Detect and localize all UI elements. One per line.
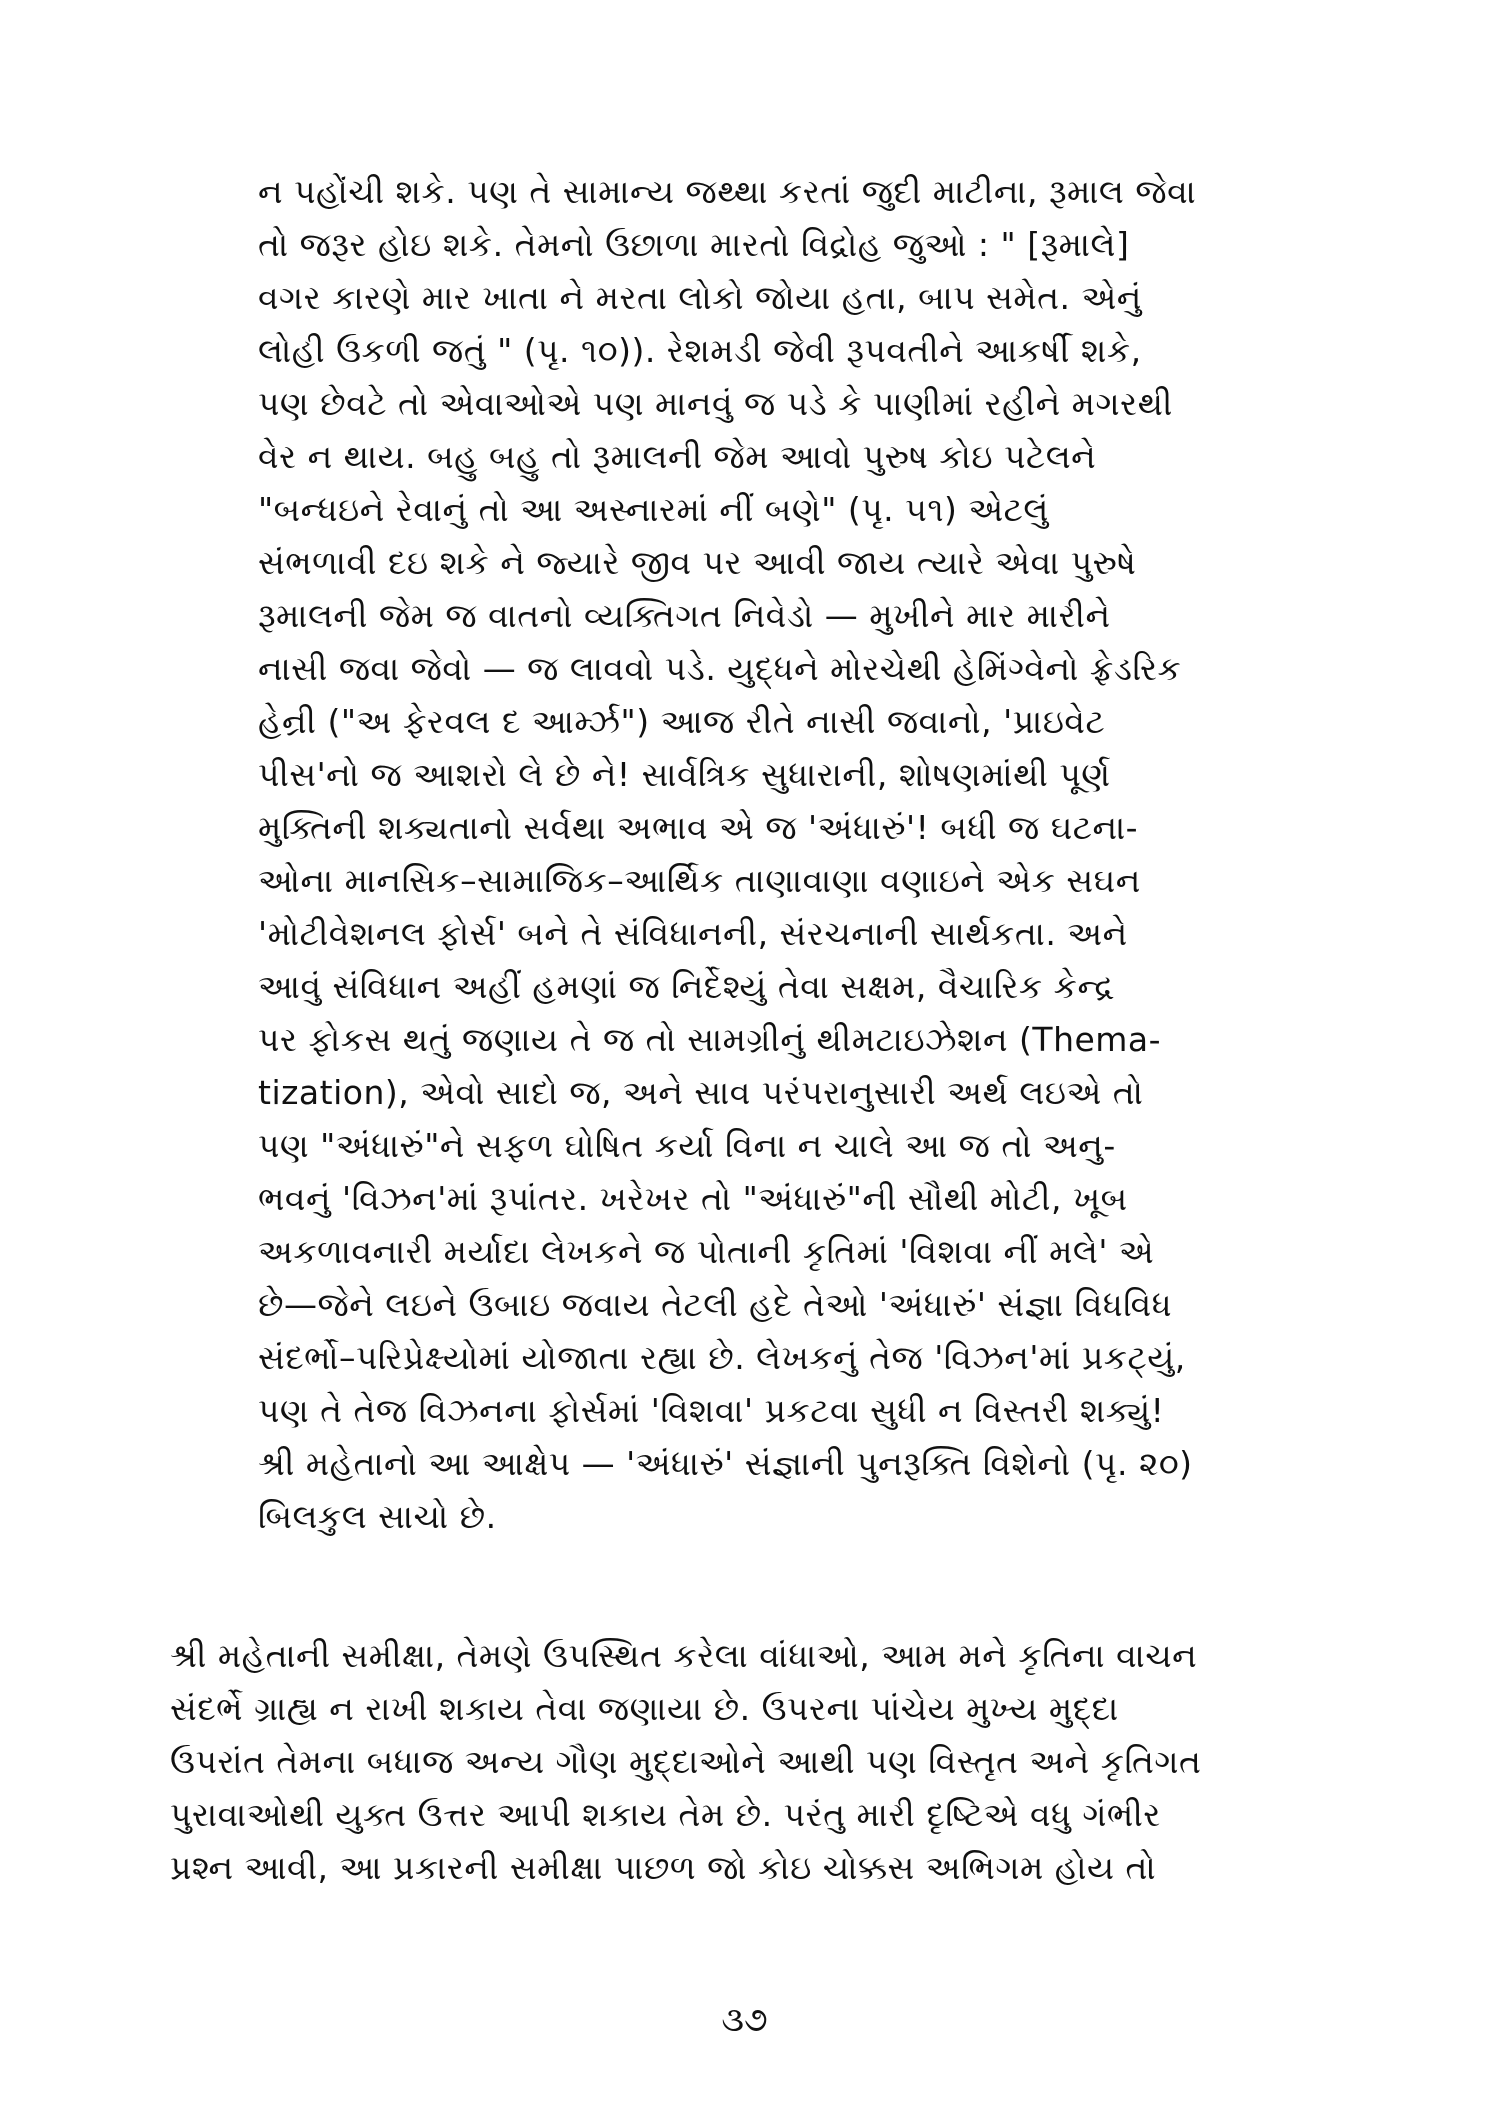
quote-line: tization), એવો સાદો જ, અને સાવ પરંપરાનુસારી અર્થ લઇએ તો: [258, 1073, 1144, 1112]
body-line: પ્રશ્ન આવી, આ પ્રકારની સમીક્ષા પાછળ જો કોઇ ચોક્કસ અભિગમ હોય તો: [170, 1848, 1157, 1887]
quote-line: 'મોટીવેશનલ ફોર્સ' બને તે સંવિધાનની, સંરચનાની સાર્થકતા. અને: [258, 914, 1128, 953]
quote-line: સંભળાવી દઇ શકે ને જ્યારે જીવ પર આવી જાય ત્યારે એવા પુરુષે: [258, 543, 1137, 582]
quote-line: ભવનું 'વિઝન'માં રૂપાંતર. ખરેખર તો "અંધારું"ની સૌથી મોટી, ખૂબ: [258, 1179, 1128, 1218]
quote-line: શ્રી મહેતાનો આ આક્ષેપ — 'અંધારું' સંજ્ઞાની પુનરૂક્તિ વિશેનો (પૃ. ૨૦): [258, 1444, 1193, 1483]
quote-line: "બન્ધઇને રેવાનું તો આ અસ્નારમાં નીં બણે" (પૃ. ૫૧) એટલું: [258, 490, 1049, 529]
quote-line: મુક્તિની શક્યતાનો સર્વથા અભાવ એ જ 'અંધારું'! બધી જ ઘટના-: [258, 808, 1139, 847]
quote-line: તો જરૂર હોઇ શકે. તેમનો ઉછાળા મારતો વિદ્રોહ જુઓ : " [રૂમાલે]: [258, 225, 1130, 264]
quote-line: રૂમાલની જેમ જ વાતનો વ્યક્તિગત નિવેડો — મુખીને માર મારીને: [258, 596, 1111, 635]
quote-line: વગર કારણે માર ખાતા ને મરતા લોકો જોયા હતા, બાપ સમેત. એનું: [258, 278, 1142, 317]
quote-line: ઓના માનસિક–સામાજિક–આર્થિક તાણાવાણા વણાઇને એક સઘન: [258, 861, 1141, 900]
body-line: ઉપરાંત તેમના બધાજ અન્ય ગૌણ મુદ્દાઓને આથી પણ વિસ્તૃત અને કૃતિગત: [170, 1742, 1202, 1781]
quote-line: વેર ન થાય. બહુ બહુ તો રૂમાલની જેમ આવો પુરુષ કોઇ પટેલને: [258, 437, 1097, 476]
page-number: ૩૭: [721, 2000, 768, 2040]
body-line: પુરાવાઓથી યુક્ત ઉત્તર આપી શકાય તેમ છે. પરંતુ મારી દૃષ્ટિએ વધુ ગંભીર: [170, 1795, 1161, 1834]
quote-line: પીસ'નો જ આશરો લે છે ને! સાર્વત્રિક સુધારાની, શોષણમાંથી પૂર્ણ: [258, 755, 1111, 794]
quote-line: ન પહોંચી શકે. પણ તે સામાન્ય જથ્થા કરતાં જુદી માટીના, રૂમાલ જેવા: [258, 172, 1197, 211]
quote-line: અકળાવનારી મર્યાદા લેખકને જ પોતાની કૃતિમાં 'વિશવા નીં મલે' એ: [258, 1232, 1155, 1271]
quote-line: પણ તે તેજ વિઝનના ફોર્સમાં 'વિશવા' પ્રકટવા સુધી ન વિસ્તરી શક્યું!: [258, 1391, 1165, 1430]
quote-line: હેન્રી ("અ ફેરવલ દ આર્મ્ઝ") આજ રીતે નાસી જવાનો, 'પ્રાઇવેટ: [258, 702, 1106, 741]
body-line: શ્રી મહેતાની સમીક્ષા, તેમણે ઉપસ્થિત કરેલા વાંધાઓ, આમ મને કૃતિના વાચન: [170, 1636, 1198, 1675]
quote-line: નાસી જવા જેવો — જ લાવવો પડે. યુદ્ધને મોરચેથી હેમિંગ્વેનો ફ્રેડરિક: [258, 649, 1182, 688]
quote-line: સંદર્ભો–પરિપ્રેક્ષ્યોમાં યોજાતા રહ્યા છે. લેખકનું તેજ 'વિઝન'માં પ્રકટ્યું,: [258, 1338, 1186, 1377]
body-line: સંદર્ભે ગ્રાહ્ય ન રાખી શકાય તેવા જણાયા છે. ઉપરના પાંચેય મુખ્ય મુદ્દા: [170, 1689, 1119, 1728]
quote-line: બિલકુલ સાચો છે.: [258, 1497, 497, 1536]
quote-line: પણ "અંધારું"ને સફળ ઘોષિત કર્યા વિના ન ચાલે આ જ તો અનુ-: [258, 1126, 1116, 1165]
quote-line: પર ફોકસ થતું જણાય તે જ તો સામગ્રીનું થીમટાઇઝેશન (Thema-: [258, 1020, 1162, 1059]
quote-line: આવું સંવિધાન અહીં હમણાં જ નિર્દેશ્યું તેવા સક્ષમ, વૈચારિક કેન્દ્ર: [258, 967, 1115, 1006]
quote-line: લોહી ઉકળી જતું " (પૃ. ૧૦)). રેશમડી જેવી રૂપવતીને આકર્ષી શકે,: [258, 331, 1142, 370]
quote-line: પણ છેવટે તો એવાઓએ પણ માનવું જ પડે કે પાણીમાં રહીને મગરથી: [258, 384, 1173, 423]
quote-line: છે—જેને લઇને ઉબાઇ જવાય તેટલી હદે તેઓ 'અંધારું' સંજ્ઞા વિધવિધ: [258, 1285, 1173, 1324]
